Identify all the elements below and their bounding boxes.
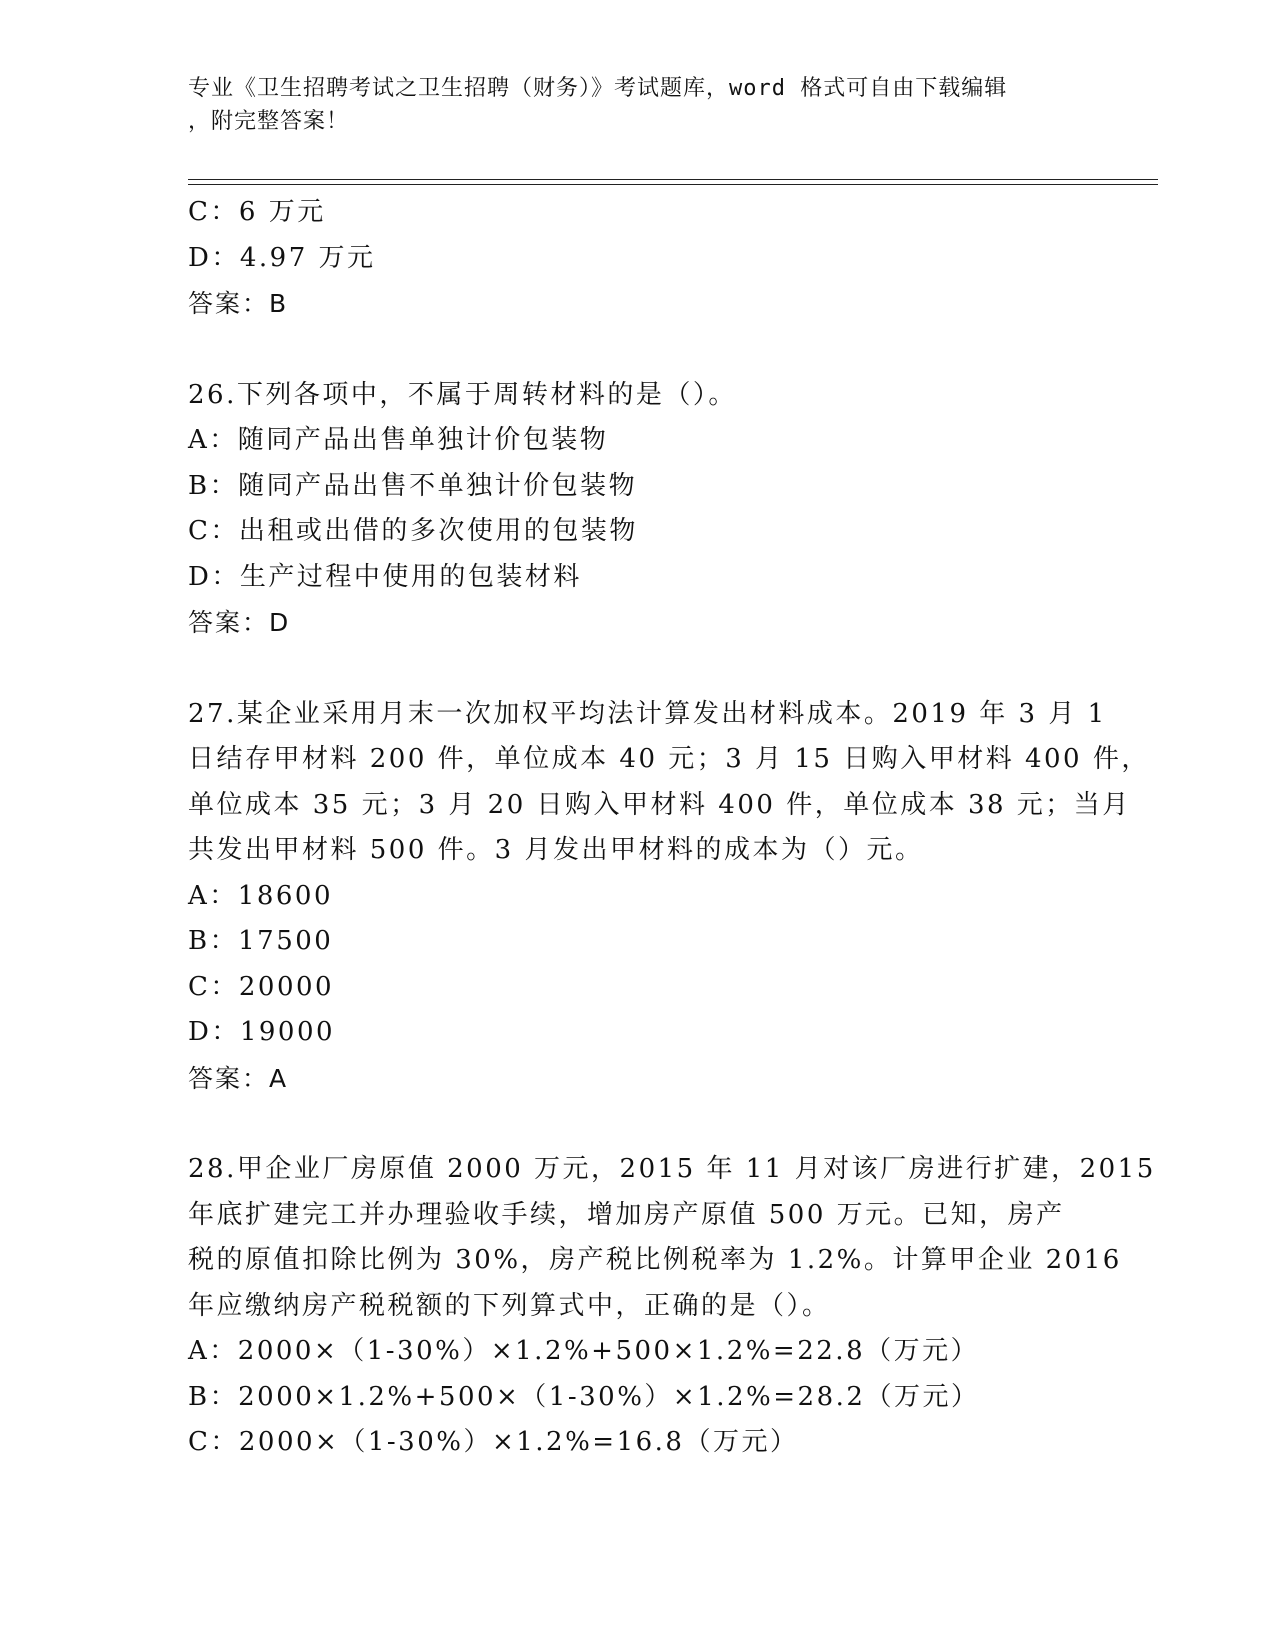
text-line: 年应缴纳房产税税额的下列算式中，正确的是（）。 — [188, 1290, 831, 1321]
text-line: 税的原值扣除比例为 30%，房产税比例税率为 1.2%。计算甲企业 2016 — [188, 1245, 1122, 1275]
header-divider-bottom — [188, 184, 1158, 185]
text-line: C：2000×（1-30%）×1.2%=16.8（万元） — [188, 1427, 799, 1457]
document-header — [188, 72, 1088, 138]
text-line: D：19000 — [188, 1017, 336, 1047]
text-line: B：随同产品出售不单独计价包装物 — [188, 470, 638, 501]
text-line: B：2000×1.2%+500×（1-30%）×1.2%=28.2（万元） — [188, 1381, 980, 1412]
text-line: D：4.97 万元 — [188, 242, 376, 273]
answer-line: 答案：B — [188, 289, 289, 318]
text-line: C：20000 — [188, 971, 335, 1002]
text-line: A：18600 — [188, 880, 333, 911]
text-line: 26.下列各项中，不属于周转材料的是（）。 — [188, 379, 737, 410]
text-line: A：2000×（1-30%）×1.2%+500×1.2%=22.8（万元） — [188, 1336, 980, 1366]
paragraph-gap — [188, 327, 1088, 373]
text-line: 28.甲企业厂房原值 2000 万元，2015 年 11 月对该厂房进行扩建，2015 — [188, 1154, 1156, 1184]
header-line-1: 专业《卫生招聘考试之卫生招聘（财务）》考试题库，word 格式可自由下载编辑 — [188, 76, 1008, 101]
text-line: 共发出甲材料 500 件。3 月发出甲材料的成本为（）元。 — [188, 835, 924, 865]
text-line: 年底扩建完工并办理验收手续，增加房产原值 500 万元。已知，房产 — [188, 1199, 1065, 1230]
text-line: 27.某企业采用月末一次加权平均法计算发出材料成本。2019 年 3 月 1 — [188, 698, 1107, 729]
text-line: D：生产过程中使用的包装材料 — [188, 561, 582, 592]
text-line: 日结存甲材料 200 件，单位成本 40 元；3 月 15 日购入甲材料 400 件， — [188, 744, 1150, 774]
paragraph-gap — [188, 1101, 1088, 1147]
document-body — [188, 190, 1156, 1466]
answer-line: 答案：A — [188, 1063, 289, 1093]
answer-line: 答案：D — [188, 608, 291, 637]
text-line: A：随同产品出售单独计价包装物 — [188, 425, 609, 455]
text-line: C：6 万元 — [188, 197, 326, 227]
header-line-2: ，附完整答案！ — [188, 109, 350, 134]
paragraph-gap — [188, 646, 1088, 692]
header-divider-top — [188, 179, 1158, 180]
text-line: C：出租或出借的多次使用的包装物 — [188, 516, 638, 546]
text-line: 单位成本 35 元；3 月 20 日购入甲材料 400 件，单位成本 38 元；当月 — [188, 789, 1131, 820]
text-line: B：17500 — [188, 926, 334, 956]
